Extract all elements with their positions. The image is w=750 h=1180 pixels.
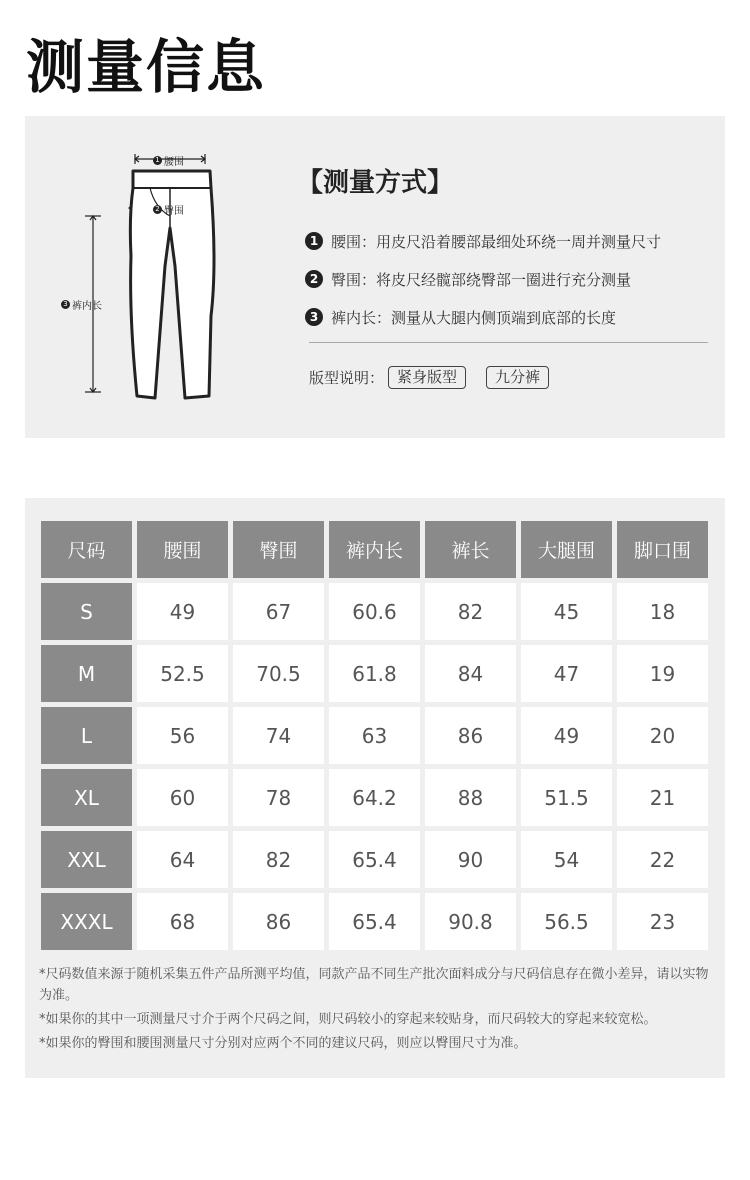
waist-number-badge: 1 — [153, 156, 162, 165]
table-cell: 90 — [425, 831, 516, 888]
table-cell: 18 — [617, 583, 708, 640]
method-title: 【测量方式】 — [297, 168, 454, 198]
page-title: 测量信息 — [26, 33, 267, 101]
measurement-method-panel — [25, 116, 725, 438]
method-item-waist — [305, 222, 661, 260]
table-cell: 64 — [137, 831, 228, 888]
size-cell: L — [41, 707, 132, 764]
size-cell: XXXL — [41, 893, 132, 950]
table-cell: 19 — [617, 645, 708, 702]
table-cell: 88 — [425, 769, 516, 826]
method-item-text: 腰围：用皮尺沿着腰部最细处环绕一周并测量尺寸 — [331, 232, 662, 251]
divider — [309, 342, 708, 343]
header-inseam: 裤内长 — [329, 521, 420, 578]
table-cell: 74 — [233, 707, 324, 764]
table-cell: 21 — [617, 769, 708, 826]
size-cell: M — [41, 645, 132, 702]
number-badge-2: 2 — [305, 270, 323, 288]
fit-tag-cropped: 九分裤 — [486, 366, 549, 389]
table-row — [41, 583, 708, 640]
method-item-text: 裤内长：测量从大腿内侧顶端到底部的长度 — [331, 308, 617, 327]
notes — [39, 964, 719, 1057]
size-cell: XXL — [41, 831, 132, 888]
table-row — [41, 831, 708, 888]
pants-diagram — [25, 116, 305, 438]
table-cell: 49 — [521, 707, 612, 764]
number-badge-3: 3 — [305, 308, 323, 326]
table-cell: 65.4 — [329, 831, 420, 888]
header-length: 裤长 — [425, 521, 516, 578]
table-cell: 61.8 — [329, 645, 420, 702]
size-cell: S — [41, 583, 132, 640]
inseam-number-badge: 3 — [61, 300, 70, 309]
table-cell: 82 — [425, 583, 516, 640]
waist-label — [153, 153, 184, 168]
table-cell: 68 — [137, 893, 228, 950]
table-cell: 64.2 — [329, 769, 420, 826]
table-cell: 84 — [425, 645, 516, 702]
header-leg-opening: 脚口围 — [617, 521, 708, 578]
table-row — [41, 707, 708, 764]
table-row — [41, 645, 708, 702]
table-cell: 90.8 — [425, 893, 516, 950]
table-cell: 78 — [233, 769, 324, 826]
header-waist: 腰围 — [137, 521, 228, 578]
inseam-label — [61, 297, 102, 312]
table-cell: 60.6 — [329, 583, 420, 640]
hip-label-text: 臀围 — [164, 206, 184, 217]
table-cell: 67 — [233, 583, 324, 640]
hip-number-badge: 2 — [153, 205, 162, 214]
fit-label: 版型说明： — [309, 369, 385, 387]
header-thigh: 大腿围 — [521, 521, 612, 578]
method-item-hip — [305, 260, 661, 298]
header-size: 尺码 — [41, 521, 132, 578]
fit-tag-slim: 紧身版型 — [388, 366, 466, 389]
table-cell: 70.5 — [233, 645, 324, 702]
table-cell: 47 — [521, 645, 612, 702]
waist-label-text: 腰围 — [164, 157, 184, 168]
table-cell: 86 — [233, 893, 324, 950]
table-cell: 56.5 — [521, 893, 612, 950]
table-cell: 65.4 — [329, 893, 420, 950]
table-cell: 22 — [617, 831, 708, 888]
note-item: *尺码数值来源于随机采集五件产品所测平均值，同款产品不同生产批次面料成分与尺码信息存在微小差异，请以实物为准。 — [39, 967, 709, 1003]
table-cell: 23 — [617, 893, 708, 950]
table-cell: 60 — [137, 769, 228, 826]
table-header-row — [41, 521, 708, 578]
hip-label — [153, 202, 184, 217]
table-cell: 49 — [137, 583, 228, 640]
table-cell: 63 — [329, 707, 420, 764]
table-cell: 51.5 — [521, 769, 612, 826]
method-item-inseam — [305, 298, 661, 336]
table-cell: 82 — [233, 831, 324, 888]
table-cell: 54 — [521, 831, 612, 888]
table-row — [41, 893, 708, 950]
method-list — [305, 222, 661, 336]
table-cell: 45 — [521, 583, 612, 640]
note-item: *如果你的其中一项测量尺寸介于两个尺码之间，则尺码较小的穿起来较贴身，而尺码较大的穿起来较宽松。 — [39, 1012, 657, 1027]
number-badge-1: 1 — [305, 232, 323, 250]
table-cell: 20 — [617, 707, 708, 764]
size-cell: XL — [41, 769, 132, 826]
header-hip: 臀围 — [233, 521, 324, 578]
size-chart-panel — [25, 498, 725, 1078]
inseam-label-text: 裤内长 — [72, 301, 102, 312]
table-cell: 56 — [137, 707, 228, 764]
note-item: *如果你的臀围和腰围测量尺寸分别对应两个不同的建议尺码，则应以臀围尺寸为准。 — [39, 1036, 527, 1051]
table-cell: 52.5 — [137, 645, 228, 702]
table-row — [41, 769, 708, 826]
fit-description — [309, 366, 565, 389]
method-item-text: 臀围：将皮尺经髋部绕臀部一圈进行充分测量 — [331, 270, 632, 289]
size-table — [41, 521, 708, 955]
table-cell: 86 — [425, 707, 516, 764]
